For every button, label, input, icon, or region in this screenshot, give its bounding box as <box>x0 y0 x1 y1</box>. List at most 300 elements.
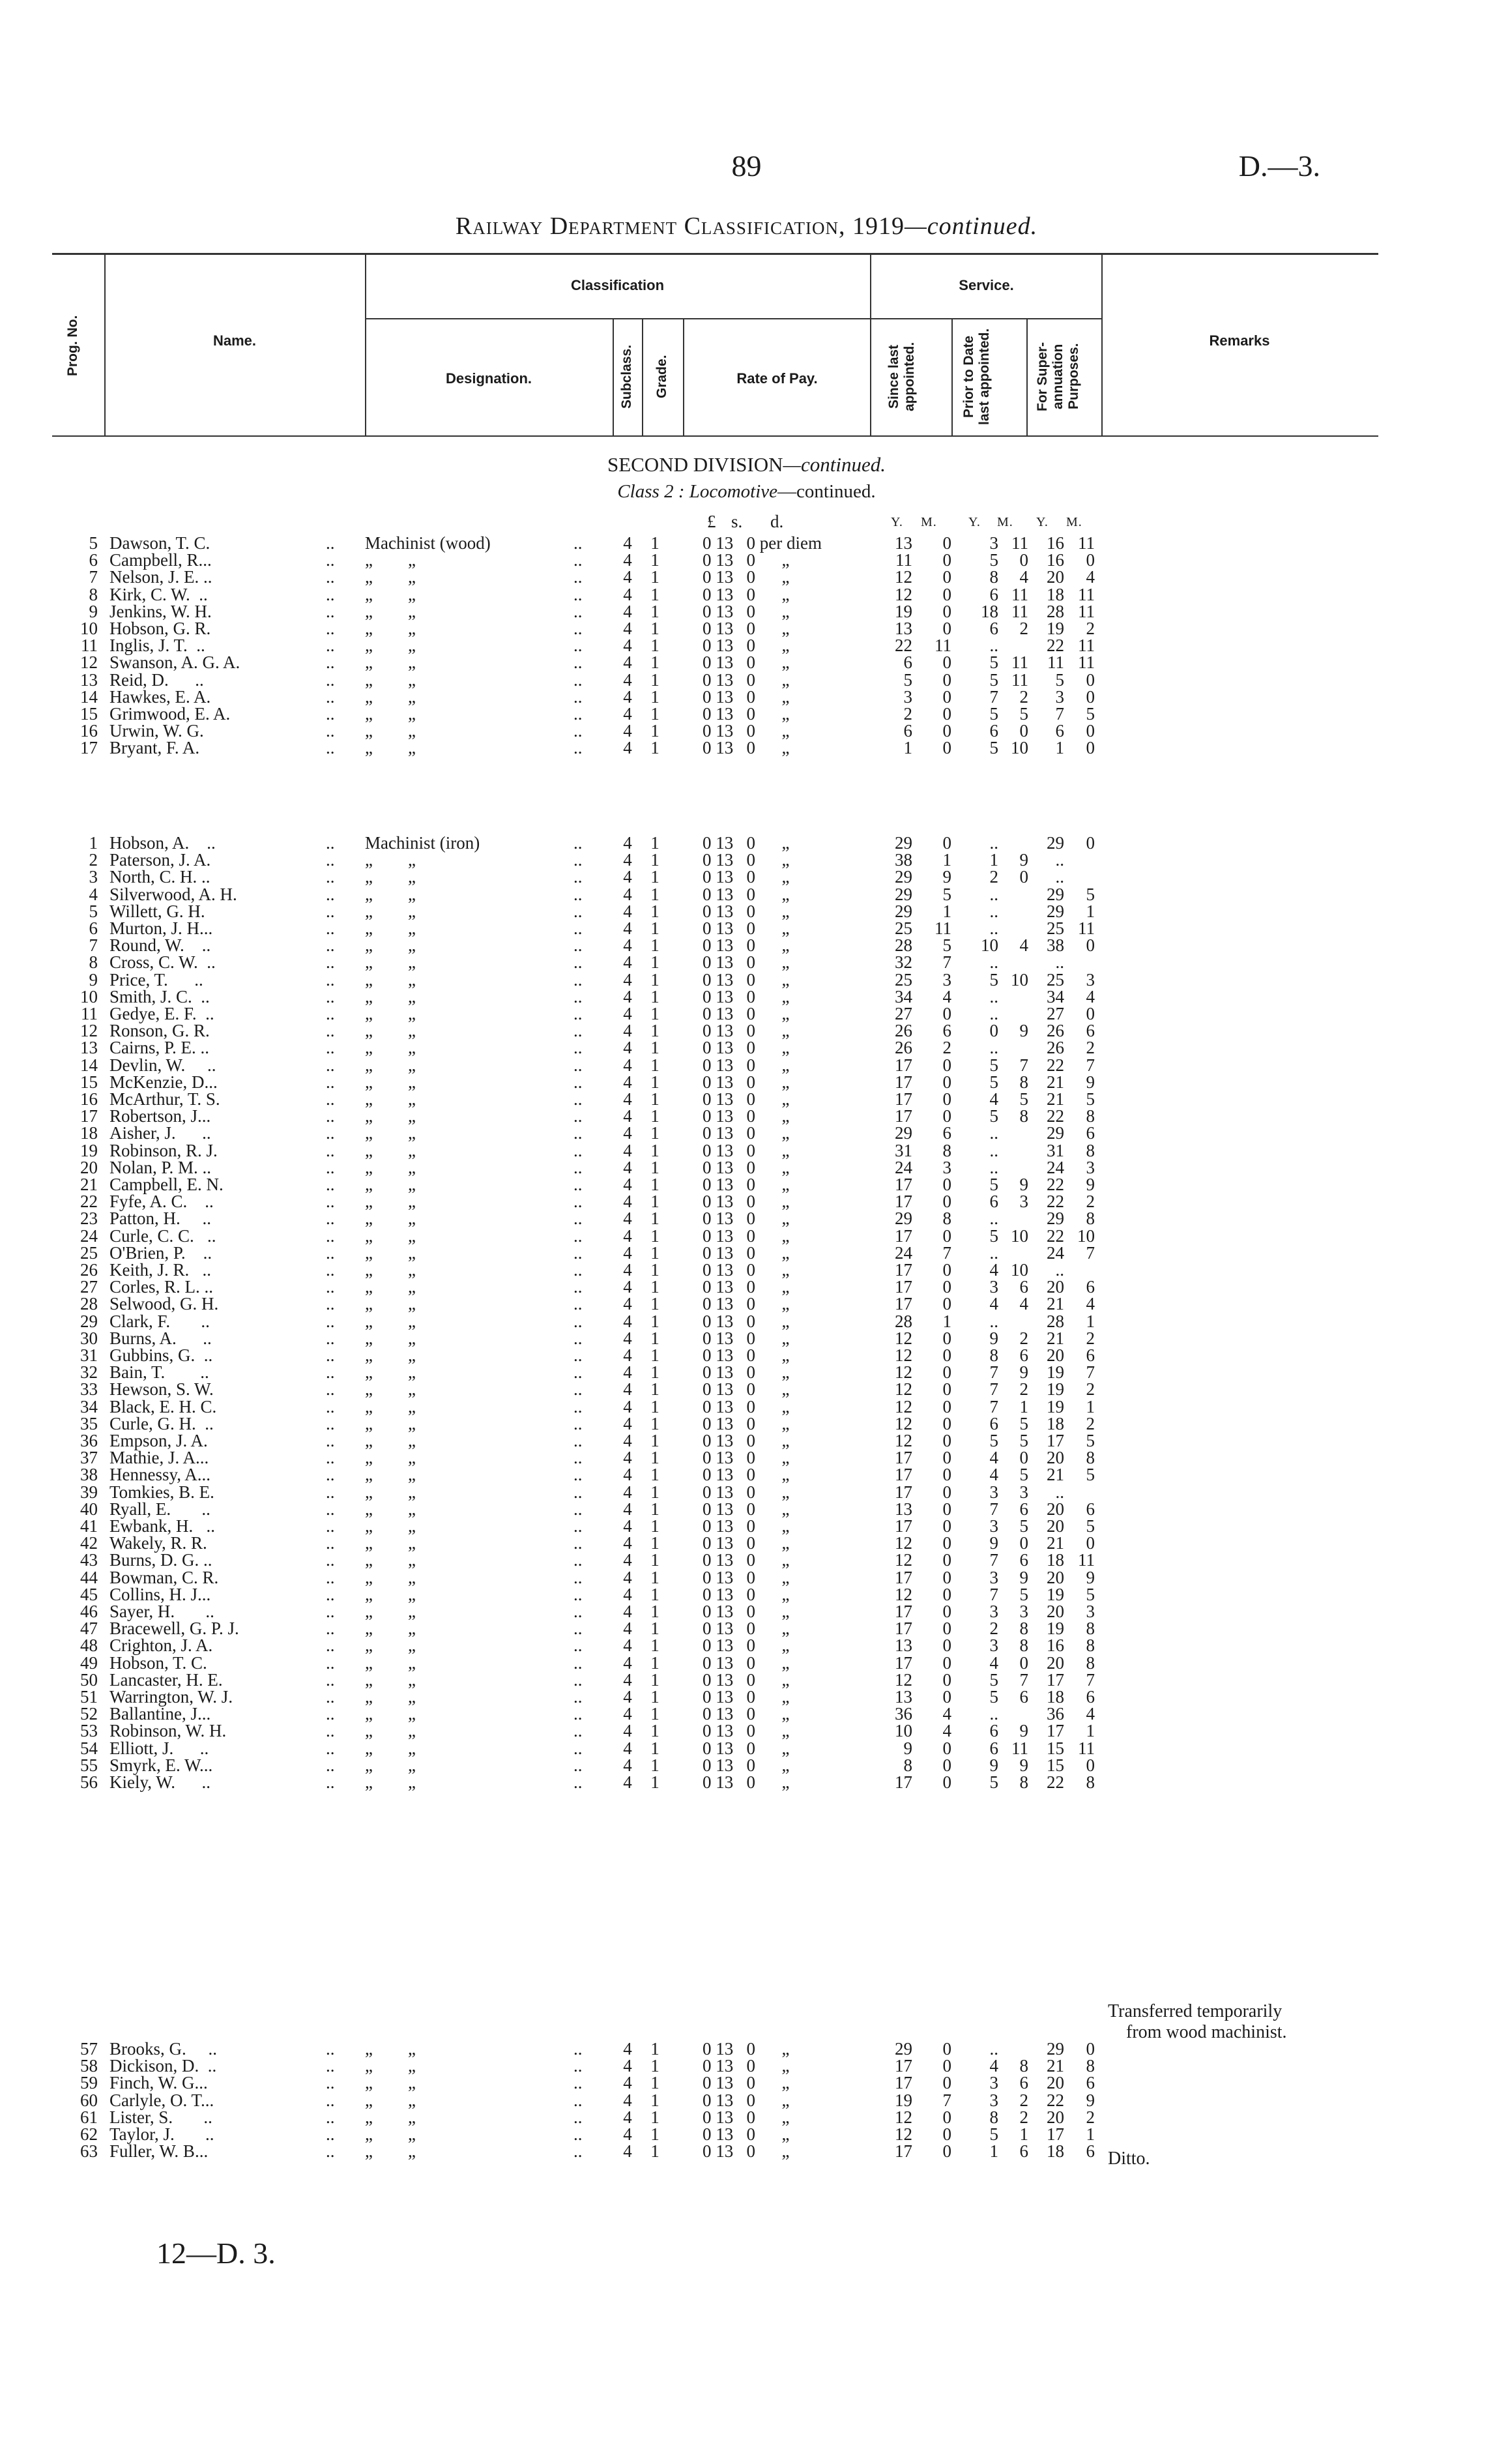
since-years-cell: 29 <box>895 901 912 921</box>
table-row <box>0 903 1493 920</box>
class-heading <box>0 481 1493 503</box>
leader-dots: .. <box>573 1242 583 1263</box>
super-months-cell: 8 <box>1086 1635 1095 1656</box>
table-row <box>0 1722 1493 1739</box>
leader-dots: .. <box>326 1687 335 1707</box>
since-months-cell: 0 <box>942 704 951 724</box>
designation-cell: „ „ <box>365 952 416 973</box>
grade-cell: 1 <box>650 738 660 758</box>
division-name: SECOND DIVISION <box>607 453 783 476</box>
prior-months-cell: 0 <box>1019 1533 1028 1553</box>
prior-years-cell: .. <box>989 1140 998 1160</box>
designation-cell: „ „ <box>365 1175 416 1194</box>
designation-cell: „ „ <box>365 2141 416 2162</box>
super-years-cell: 16 <box>1047 1635 1064 1656</box>
leader-dots: .. <box>326 1584 335 1604</box>
header-classification: Classification <box>570 277 665 293</box>
leader-dots: .. <box>573 2090 583 2110</box>
class-continued: —continued. <box>777 481 876 502</box>
name-cell: Patton, H. .. <box>109 1209 212 1229</box>
super-years-cell: 21 <box>1047 1533 1064 1553</box>
leader-dots: .. <box>573 1175 583 1194</box>
leader-dots: .. <box>326 867 335 887</box>
designation-cell: Machinist (iron) <box>365 833 480 853</box>
prior-months-cell: 2 <box>1019 686 1028 707</box>
prior-months-cell: 8 <box>1019 1619 1028 1639</box>
since-years-cell: 17 <box>895 1652 912 1673</box>
name-cell: Hawkes, E. A. <box>109 686 211 707</box>
designation-cell: „ „ <box>365 2073 416 2093</box>
grade-cell: 1 <box>650 686 660 707</box>
since-years-cell: 36 <box>895 1704 912 1724</box>
prior-months-cell: 9 <box>1019 1721 1028 1741</box>
since-years-cell: 9 <box>903 1738 912 1758</box>
subclass-cell: 4 <box>623 1209 632 1229</box>
grade-cell: 1 <box>650 1652 660 1673</box>
leader-dots: .. <box>573 918 583 938</box>
name-cell: Bracewell, G. P. J. <box>109 1619 239 1639</box>
leader-dots: .. <box>573 1192 583 1212</box>
prior-years-cell: .. <box>989 1123 998 1143</box>
super-months-cell: 6 <box>1086 2141 1095 2162</box>
leader-dots: .. <box>326 952 335 973</box>
rate-cell: 0 13 0 „ <box>703 636 790 656</box>
designation-cell: „ „ <box>365 619 416 638</box>
name-cell: Bryant, F. A. <box>109 738 200 758</box>
leader-dots: .. <box>326 704 335 724</box>
prior-months-cell: 1 <box>1019 1396 1028 1416</box>
grade-cell: 1 <box>650 619 660 638</box>
grade-cell: 1 <box>650 1772 660 1792</box>
super-years-cell: 15 <box>1047 1738 1064 1758</box>
table-row <box>0 1313 1493 1330</box>
prog-no-cell: 14 <box>80 686 98 707</box>
prior-months-cell: 0 <box>1019 1448 1028 1468</box>
since-months-cell: 0 <box>942 1362 951 1383</box>
leader-dots: .. <box>573 1311 583 1331</box>
super-years-cell: 27 <box>1047 1004 1064 1023</box>
designation-cell: „ „ <box>365 1140 416 1160</box>
super-years-cell: 29 <box>1047 833 1064 853</box>
grade-cell: 1 <box>650 1619 660 1639</box>
rate-cell: 0 13 0 „ <box>703 1465 790 1485</box>
prior-years-cell: 5 <box>989 1055 998 1075</box>
subclass-cell: 4 <box>623 1738 632 1758</box>
prog-no-cell: 19 <box>80 1140 98 1160</box>
grade-cell: 1 <box>650 2073 660 2093</box>
leader-dots: .. <box>326 935 335 956</box>
super-years-cell: 6 <box>1055 721 1064 741</box>
since-years-cell: 12 <box>895 1550 912 1570</box>
rate-cell: 0 13 0 „ <box>703 721 790 741</box>
super-years-cell: 25 <box>1047 969 1064 990</box>
table-row <box>0 1261 1493 1278</box>
grade-cell: 1 <box>650 2090 660 2110</box>
prior-years-cell: .. <box>989 1704 998 1724</box>
subclass-cell: 4 <box>623 1652 632 1673</box>
designation-cell: „ „ <box>365 969 416 990</box>
table-row <box>0 1774 1493 1791</box>
leader-dots: .. <box>573 1345 583 1365</box>
since-years-cell: 12 <box>895 2107 912 2127</box>
header-grade: Grade. <box>654 355 669 398</box>
leader-dots: .. <box>573 1533 583 1553</box>
designation-cell: „ „ <box>365 1277 416 1297</box>
since-years-cell: 12 <box>895 584 912 604</box>
subclass-cell: 4 <box>623 1533 632 1553</box>
name-cell: Brooks, G. .. <box>109 2039 218 2059</box>
since-months-cell: 3 <box>942 1157 951 1177</box>
since-months-cell: 5 <box>942 935 951 956</box>
super-months-cell: 11 <box>1078 653 1095 673</box>
subclass-cell: 4 <box>623 1413 632 1433</box>
table-row <box>0 1569 1493 1586</box>
leader-dots: .. <box>326 721 335 741</box>
name-cell: Grimwood, E. A. <box>109 704 231 724</box>
prog-no-cell: 24 <box>80 1225 98 1246</box>
super-months-cell: 4 <box>1086 1704 1095 1724</box>
prog-no-cell: 37 <box>80 1448 98 1468</box>
prior-months-cell: 0 <box>1019 721 1028 741</box>
designation-cell: „ „ <box>365 636 416 656</box>
leader-dots: .. <box>326 1567 335 1587</box>
since-months-cell: 6 <box>942 1021 951 1041</box>
table-row <box>0 654 1493 671</box>
name-cell: Ewbank, H. .. <box>109 1516 215 1536</box>
super-years-cell: 29 <box>1047 1209 1064 1229</box>
prior-months-cell: 5 <box>1019 1465 1028 1485</box>
table-row <box>0 971 1493 988</box>
since-months-cell: 0 <box>942 686 951 707</box>
prior-years-cell: 3 <box>989 2073 998 2093</box>
rate-cell: 0 13 0 „ <box>703 1669 790 1690</box>
prior-months-cell: 8 <box>1019 1635 1028 1656</box>
since-months-cell: 0 <box>942 1004 951 1023</box>
prog-no-cell: 32 <box>80 1362 98 1383</box>
prior-years-cell: .. <box>989 1038 998 1058</box>
since-months-cell: 0 <box>942 1687 951 1707</box>
since-months-cell: 0 <box>942 1072 951 1092</box>
grade-cell: 1 <box>650 1072 660 1092</box>
prior-months-cell: 11 <box>1011 653 1028 673</box>
leader-dots: .. <box>326 1294 335 1314</box>
name-cell: Carlyle, O. T... <box>109 2090 214 2110</box>
since-years-cell: 5 <box>903 669 912 690</box>
subclass-cell: 4 <box>623 653 632 673</box>
prior-months-cell: 8 <box>1019 1106 1028 1126</box>
rate-cell: 0 13 0 „ <box>703 1687 790 1707</box>
grade-cell: 1 <box>650 1755 660 1775</box>
designation-cell: „ „ <box>365 1089 416 1109</box>
name-cell: Swanson, A. G. A. <box>109 653 240 673</box>
name-cell: Hobson, A. .. <box>109 833 216 853</box>
prog-no-cell: 2 <box>89 850 98 870</box>
designation-cell: „ „ <box>365 901 416 921</box>
super-years-cell: 24 <box>1047 1157 1064 1177</box>
designation-cell: „ „ <box>365 1431 416 1450</box>
since-months-cell: 0 <box>942 1396 951 1416</box>
super-years-cell: 29 <box>1047 1123 1064 1143</box>
subclass-cell: 4 <box>623 1755 632 1775</box>
super-months-cell: 2 <box>1086 2107 1095 2127</box>
rate-cell: 0 13 0 „ <box>703 2141 790 2162</box>
leader-dots: .. <box>326 1055 335 1075</box>
designation-cell: „ „ <box>365 1225 416 1246</box>
super-months-cell: 7 <box>1086 1362 1095 1383</box>
grade-cell: 1 <box>650 952 660 973</box>
leader-dots: .. <box>326 1619 335 1639</box>
prog-no-cell: 9 <box>89 601 98 621</box>
since-years-cell: 17 <box>895 1055 912 1075</box>
leader-dots: .. <box>326 1772 335 1792</box>
rate-cell: 0 13 0 „ <box>703 1242 790 1263</box>
table-row <box>0 603 1493 620</box>
subclass-cell: 4 <box>623 986 632 1006</box>
prog-no-cell: 29 <box>80 1311 98 1331</box>
table-row <box>0 1244 1493 1261</box>
prog-no-cell: 5 <box>89 533 98 553</box>
designation-cell: „ „ <box>365 738 416 758</box>
since-months-cell: 0 <box>942 1499 951 1519</box>
since-years-cell: 29 <box>895 867 912 887</box>
prog-no-cell: 43 <box>80 1550 98 1570</box>
col-divider <box>613 318 614 435</box>
prog-no-cell: 60 <box>80 2090 98 2110</box>
leader-dots: .. <box>573 653 583 673</box>
table-row <box>0 1124 1493 1141</box>
super-years-cell: 22 <box>1047 1106 1064 1126</box>
since-months-cell: 0 <box>942 2039 951 2059</box>
grade-cell: 1 <box>650 1567 660 1587</box>
name-cell: Gedye, E. F. .. <box>109 1004 214 1023</box>
since-years-cell: 12 <box>895 2124 912 2144</box>
prior-years-cell: .. <box>989 901 998 921</box>
name-cell: Collins, H. J... <box>109 1584 211 1604</box>
prior-months-cell: 5 <box>1019 1431 1028 1450</box>
grade-cell: 1 <box>650 1055 660 1075</box>
table-row <box>0 671 1493 688</box>
super-months-cell: 2 <box>1086 1192 1095 1212</box>
since-years-cell: 2 <box>903 704 912 724</box>
prog-no-cell: 46 <box>80 1602 98 1621</box>
rate-cell: 0 13 0 „ <box>703 1021 790 1041</box>
prog-no-cell: 55 <box>80 1755 98 1775</box>
super-months-cell: 2 <box>1086 619 1095 638</box>
rate-cell: 0 13 0 „ <box>703 686 790 707</box>
name-cell: Paterson, J. A. <box>109 850 211 870</box>
subclass-cell: 4 <box>623 1516 632 1536</box>
table-row <box>0 1518 1493 1534</box>
prior-years-cell: 5 <box>989 1431 998 1450</box>
rate-cell: 0 13 0 „ <box>703 1533 790 1553</box>
table-row <box>0 1586 1493 1603</box>
leader-dots: .. <box>573 1362 583 1383</box>
since-years-cell: 17 <box>895 1192 912 1212</box>
subclass-cell: 4 <box>623 567 632 587</box>
since-months-cell: 0 <box>942 721 951 741</box>
super-years-cell: 20 <box>1047 2107 1064 2127</box>
header-prior-to-date: Prior to Date last appointed. <box>961 328 992 425</box>
grade-cell: 1 <box>650 1396 660 1416</box>
prog-no-cell: 15 <box>80 1072 98 1092</box>
since-months-cell: 4 <box>942 1704 951 1724</box>
prog-no-cell: 9 <box>89 969 98 990</box>
designation-cell: „ „ <box>365 1584 416 1604</box>
prog-no-cell: 16 <box>80 721 98 741</box>
leader-dots: .. <box>326 2039 335 2059</box>
since-months-cell: 3 <box>942 969 951 990</box>
subclass-cell: 4 <box>623 1260 632 1280</box>
designation-cell: „ „ <box>365 1294 416 1314</box>
designation-cell: „ „ <box>365 1106 416 1126</box>
designation-cell: „ „ <box>365 1157 416 1177</box>
name-cell: Elliott, J. .. <box>109 1738 209 1758</box>
name-cell: Cairns, P. E. .. <box>109 1038 210 1058</box>
prog-no-cell: 10 <box>80 619 98 638</box>
name-cell: O'Brien, P. .. <box>109 1242 212 1263</box>
super-years-cell: 20 <box>1047 1652 1064 1673</box>
leader-dots: .. <box>326 567 335 587</box>
super-months-cell: 7 <box>1086 1055 1095 1075</box>
designation-cell: „ „ <box>365 1755 416 1775</box>
leader-dots: .. <box>326 1379 335 1400</box>
table-row <box>0 1620 1493 1637</box>
leader-dots: .. <box>573 1123 583 1143</box>
since-years-cell: 12 <box>895 1413 912 1433</box>
prog-no-cell: 47 <box>80 1619 98 1639</box>
subclass-cell: 4 <box>623 2090 632 2110</box>
leader-dots: .. <box>573 1619 583 1639</box>
class-name: Locomotive <box>689 481 778 502</box>
table-row <box>0 1466 1493 1483</box>
subclass-cell: 4 <box>623 1584 632 1604</box>
col-divider <box>951 318 953 435</box>
prog-no-cell: 17 <box>80 1106 98 1126</box>
grade-cell: 1 <box>650 2039 660 2059</box>
grade-cell: 1 <box>650 1209 660 1229</box>
prior-years-cell: 10 <box>981 935 998 956</box>
since-months-cell: 1 <box>942 850 951 870</box>
designation-cell: „ „ <box>365 550 416 570</box>
rate-cell: 0 13 0 „ <box>703 918 790 938</box>
subclass-cell: 4 <box>623 601 632 621</box>
designation-cell: „ „ <box>365 601 416 621</box>
super-years-cell: 21 <box>1047 1328 1064 1348</box>
leader-dots: .. <box>573 1004 583 1023</box>
prior-months-cell: 7 <box>1019 1055 1028 1075</box>
prog-no-cell: 4 <box>89 884 98 904</box>
leader-dots: .. <box>573 1669 583 1690</box>
rate-cell: 0 13 0 „ <box>703 867 790 887</box>
subclass-cell: 4 <box>623 884 632 904</box>
table-row <box>0 1705 1493 1722</box>
prior-years-cell: .. <box>989 1209 998 1229</box>
leader-dots: .. <box>573 1140 583 1160</box>
super-years-cell: 28 <box>1047 1311 1064 1331</box>
leader-dots: .. <box>573 1567 583 1587</box>
subclass-cell: 4 <box>623 1072 632 1092</box>
prior-years-cell: 6 <box>989 1721 998 1741</box>
leader-dots: .. <box>326 1396 335 1416</box>
super-months-cell: 2 <box>1086 1413 1095 1433</box>
prog-no-cell: 26 <box>80 1260 98 1280</box>
prog-no-cell: 14 <box>80 1055 98 1075</box>
leader-dots: .. <box>326 2056 335 2076</box>
since-months-cell: 0 <box>942 1755 951 1775</box>
grade-cell: 1 <box>650 1379 660 1400</box>
super-years-cell: 20 <box>1047 1602 1064 1621</box>
name-cell: Willett, G. H. <box>109 901 205 921</box>
subclass-cell: 4 <box>623 901 632 921</box>
since-months-cell: 0 <box>942 1772 951 1792</box>
super-years-cell: 20 <box>1047 567 1064 587</box>
since-years-cell: 22 <box>895 636 912 656</box>
remark-line: Transferred temporarily <box>1108 2001 1283 2021</box>
prog-no-cell: 8 <box>89 952 98 973</box>
since-months-cell: 11 <box>935 636 951 656</box>
prog-no-cell: 13 <box>80 669 98 690</box>
footer-mark: 12—D. 3. <box>156 2237 276 2270</box>
grade-cell: 1 <box>650 567 660 587</box>
since-years-cell: 17 <box>895 1072 912 1092</box>
super-years-cell: 28 <box>1047 601 1064 621</box>
name-cell: Finch, W. G... <box>109 2073 208 2093</box>
leader-dots: .. <box>326 2141 335 2162</box>
name-cell: Clark, F. .. <box>109 1311 210 1331</box>
prior-months-cell: 0 <box>1019 550 1028 570</box>
leader-dots: .. <box>326 738 335 758</box>
leader-dots: .. <box>326 986 335 1006</box>
designation-cell: „ „ <box>365 1533 416 1553</box>
header-name: Name. <box>212 332 257 349</box>
name-cell: Selwood, G. H. <box>109 1294 219 1314</box>
leader-dots: .. <box>326 550 335 570</box>
super-years-cell: .. <box>1055 1260 1064 1280</box>
leader-dots: .. <box>326 1669 335 1690</box>
prior-years-cell: 4 <box>989 1448 998 1468</box>
leader-dots: .. <box>573 1465 583 1485</box>
grade-cell: 1 <box>650 1669 660 1690</box>
super-months-cell: 8 <box>1086 1772 1095 1792</box>
super-months-cell: 0 <box>1086 2039 1095 2059</box>
prior-years-cell: 2 <box>989 1619 998 1639</box>
super-months-cell: 11 <box>1078 533 1095 553</box>
name-cell: Inglis, J. T. .. <box>109 636 205 656</box>
name-cell: Dickison, D. .. <box>109 2056 217 2076</box>
since-months-cell: 8 <box>942 1209 951 1229</box>
grade-cell: 1 <box>650 1021 660 1041</box>
subclass-cell: 4 <box>623 2039 632 2059</box>
grade-cell: 1 <box>650 1448 660 1468</box>
leader-dots: .. <box>326 2124 335 2144</box>
super-years-cell: 34 <box>1047 986 1064 1006</box>
page-number: 89 <box>731 149 762 183</box>
since-years-cell: 17 <box>895 1260 912 1280</box>
super-years-cell: 24 <box>1047 1242 1064 1263</box>
super-years-cell: 20 <box>1047 1499 1064 1519</box>
name-cell: Kirk, C. W. .. <box>109 584 208 604</box>
since-years-cell: 17 <box>895 1465 912 1485</box>
prior-months-cell: 6 <box>1019 1345 1028 1365</box>
name-cell: Mathie, J. A... <box>109 1448 209 1468</box>
header-subclass: Subclass. <box>619 344 634 409</box>
name-cell: Cross, C. W. .. <box>109 952 216 973</box>
super-months-cell: 6 <box>1086 1021 1095 1041</box>
prior-months-cell: 8 <box>1019 1072 1028 1092</box>
since-months-cell: 0 <box>942 1089 951 1109</box>
since-months-cell: 1 <box>942 901 951 921</box>
since-months-cell: 0 <box>942 1550 951 1570</box>
